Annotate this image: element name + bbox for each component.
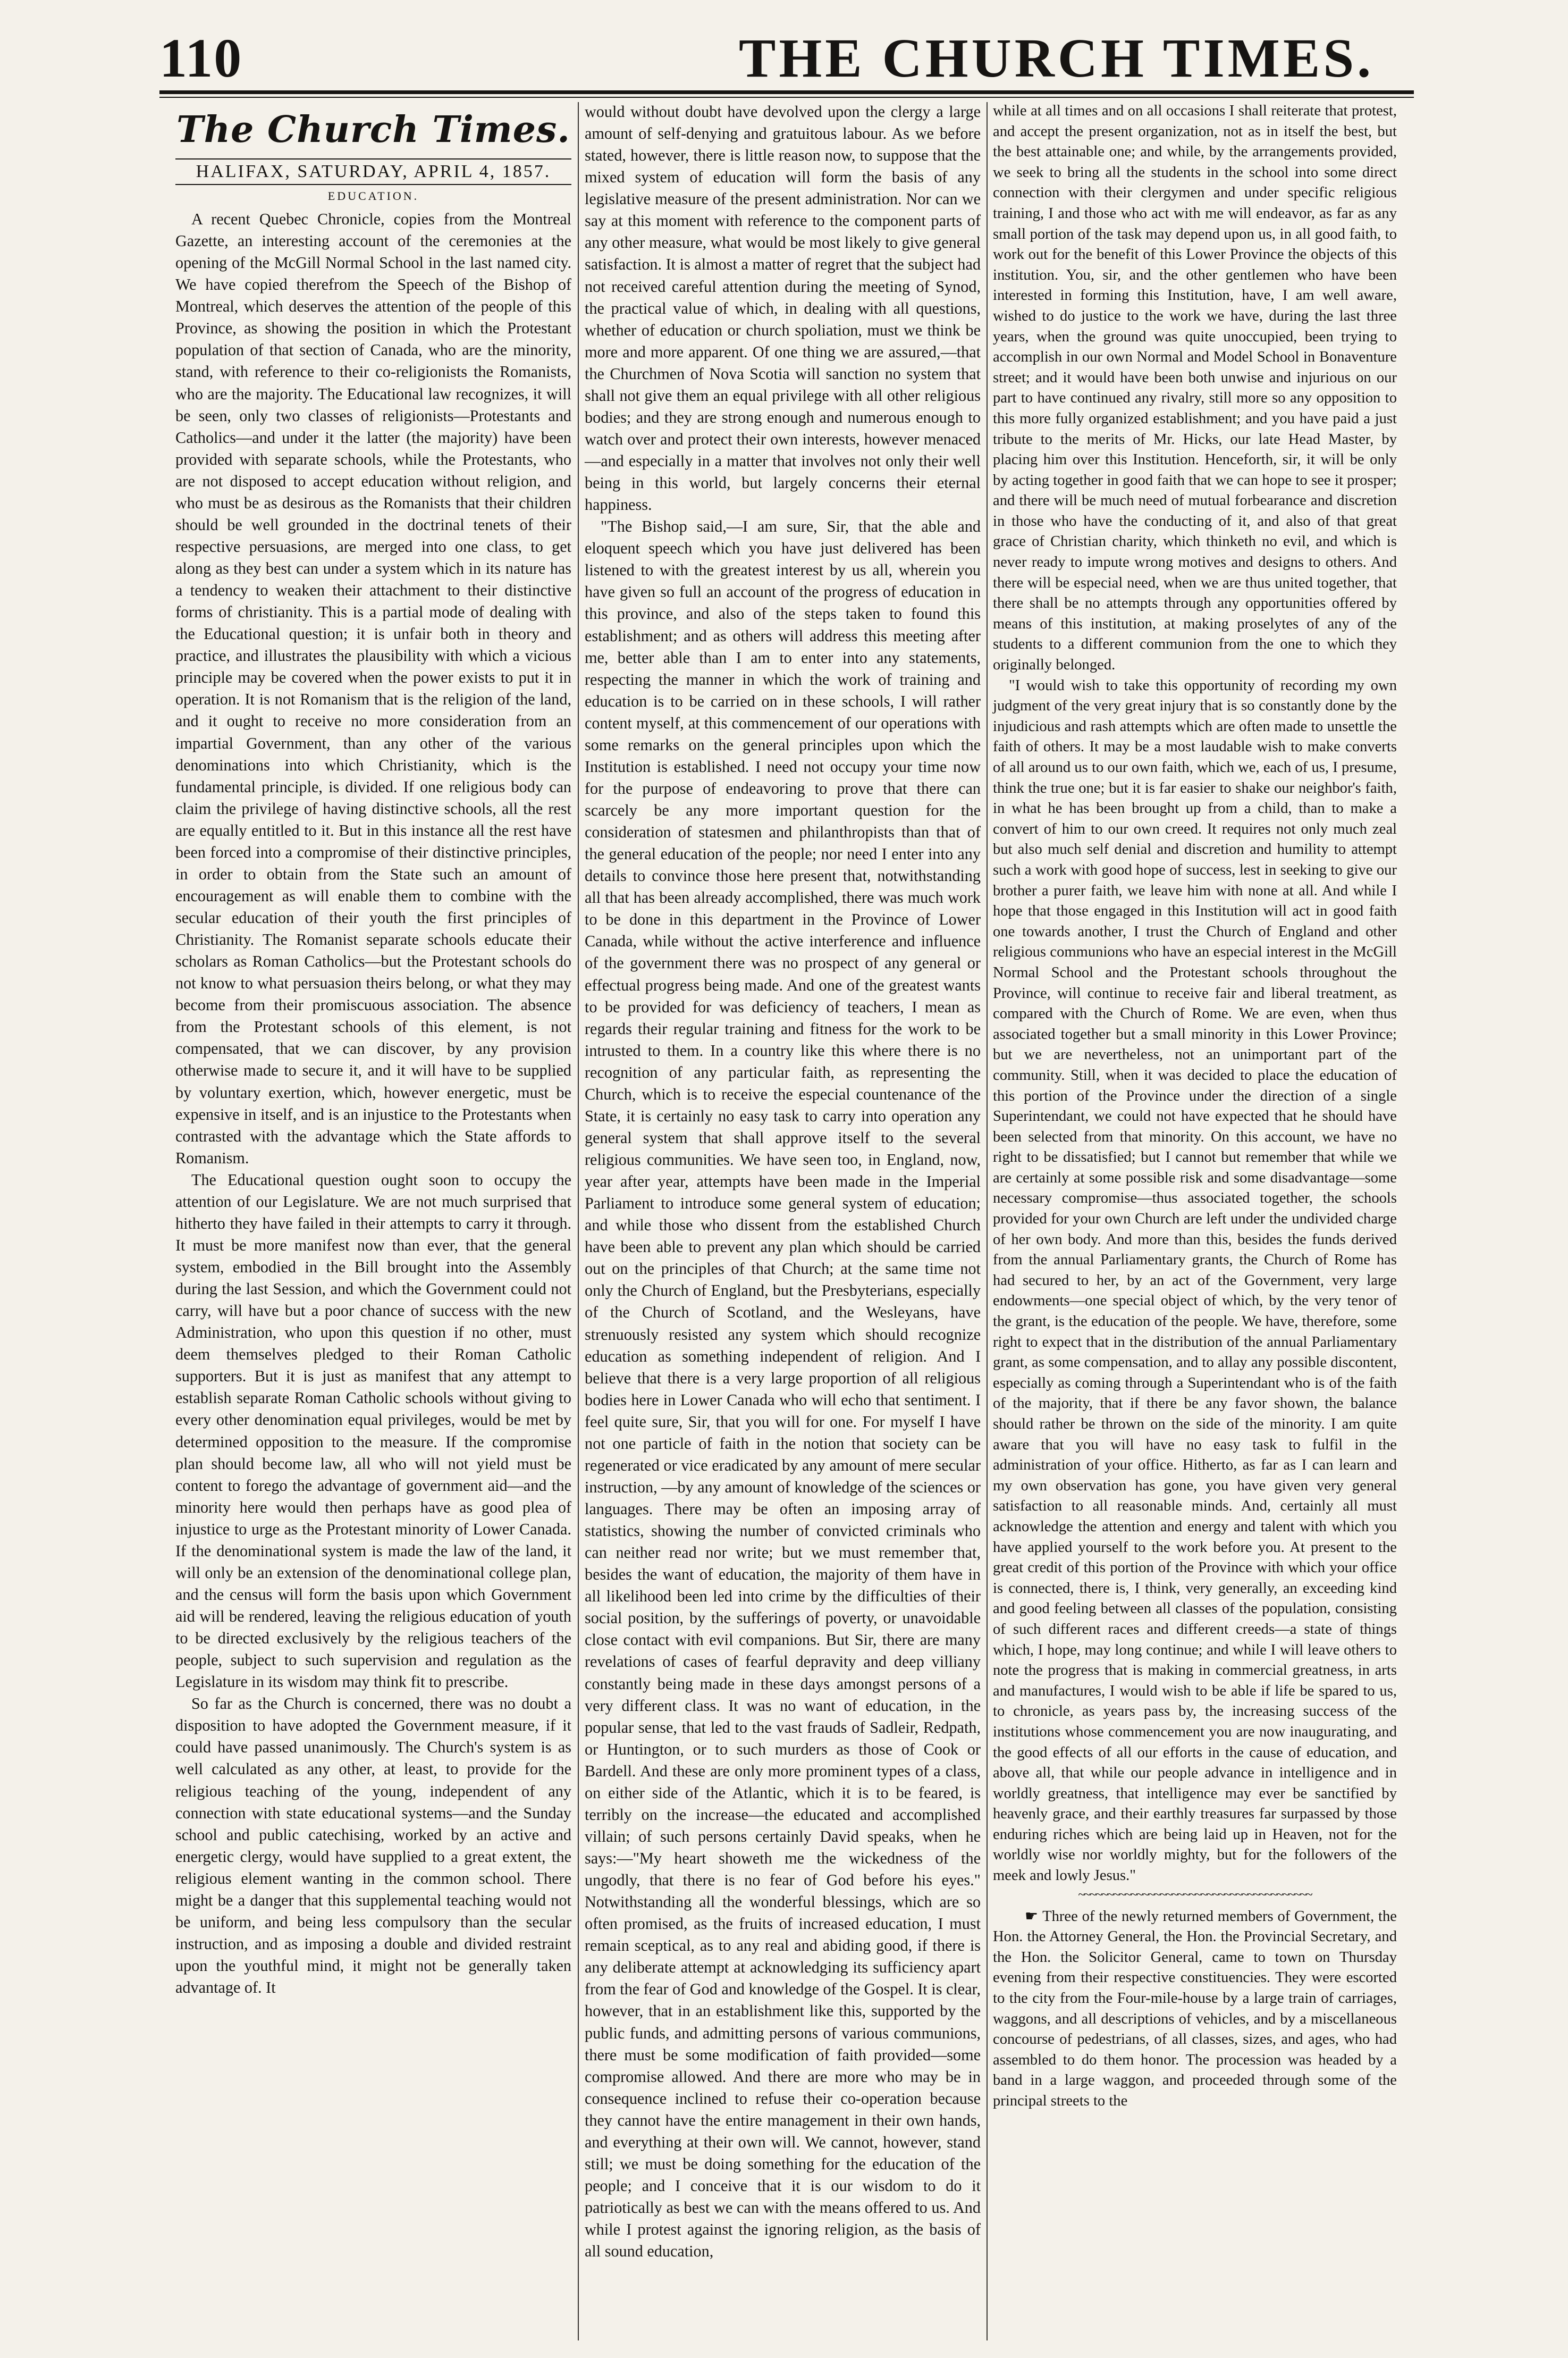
masthead: The Church Times.	[176, 108, 570, 151]
article-paragraph: A recent Quebec Chronicle, copies from the Montreal Gazette, an interesting account of the ceremonies at the opening of the McGill Normal School in the last named city. We have copied therefrom the Speech of the Bishop of Montreal, which deserves the attention of the people of this Province, as showing the position in which the Protestant population of that section of Canada, who are the minority, stand, with reference to their co-religionists the Romanists, who are the majority. The Educational law recognizes, it will be seen, only two classes of religionists—Protestants and Catholics—and under it the latter (the majority) have been provided with separate schools, while the Protestants, who are not disposed to accept education without religion, and who must be as desirous as the Romanists that their children should be well grounded in the doctrinal tenets of their respective persuasions, are merged into one class, to get along as they best can under a system which in its nature has a tendency to weaken their attachment to their distinctive forms of christianity. This is a partial mode of dealing with the Educational question; it is unfair both in theory and practice, and illustrates the plausibility with which a vicious principle may be covered when the power exists to put it in operation. It is not Romanism that is the religion of the land, and it ought to receive no more consideration from an impartial Government, than any other of the various denominations into which Christianity, which is the fundamental principle, is divided. If one religious body can claim the privilege of having distinctive schools, all the rest are equally entitled to it. But in this instance all the rest have been forced into a compromise of their distinctive principles, in order to obtain from the State such an amount of encouragement as will enable them to combine with the secular education of their youth the first principles of Christianity. The Romanist separate schools educate their scholars as Roman Catholics—but the Protestant schools do not know to what persuasion theirs belong, or what they may become from their promiscuous association. The absence from the Protestant schools of this element, is not compensated, that we can discover, by any provision otherwise made to secure it, and it will have to be supplied by voluntary exertion, which, however energetic, must be expensive in itself, and is an injustice to the Protestants when contrasted with the advantage which the State affords to Romanism.	[175, 210, 571, 1167]
header-rule-thick	[159, 90, 1414, 94]
article-paragraph: So far as the Church is concerned, there was no doubt a disposition to have adopted the Government measure, if it could have passed unanimously. The Church's system is as well calculated as any other, at least, to provide for the religious teaching of the young, independent of any connection with state educational systems—and the Sunday school and public catechising, worked by an active and energetic clergy, would have supplied to a great extent, the religious element wanting in the common school. There might be a danger that this supplemental teaching would not be uniform, and being less compulsory than the secular instruction, and as imposing a double and divided restraint upon the youthful mind, it might not be generally taken advantage of. It	[175, 1694, 571, 1997]
column-divider	[987, 102, 988, 2340]
article-paragraph: would without doubt have devolved upon the clergy a large amount of self-denying and gratuitous labour. As we before stated, however, there is little reason now, to suppose that the mixed system of education will form the basis of any legislative measure of the present administration. Nor can we say at this moment with reference to the component parts of any other measure, what would be most likely to give general satisfaction. It is almost a matter of regret that the subject had not received careful attention during the meeting of Synod, the practical value of which, in dealing with all questions, whether of education or church spoliation, must we think be more and more apparent. Of one thing we are assured,—that the Churchmen of Nova Scotia will sanction no system that shall not give them an equal privilege with all other religious bodies; and they are strong enough and numerous enough to watch over and protect their own interests, however menaced—and especially in a matter that involves not only their well being in this world, but largely concerns their eternal happiness.	[585, 103, 981, 514]
article-paragraph: The Educational question ought soon to occupy the attention of our Legislature. We are not much surprised that hitherto they have failed in their attempts to carry it through. It must be more manifest now than ever, that the general system, embodied in the Bill brought into the Assembly during the last Session, and which the Government could not carry, will have but a poor chance of success with the new Administration, who upon this question if no other, must deem themselves pledged to their Roman Catholic supporters. But it is just as manifest that any attempt to establish separate Roman Catholic schools without giving to every other denomination equal privileges, would be met by determined opposition to the measure. If the compromise plan should become law, all who will not yield must be content to forego the advantage of government aid—and the minority here would then perhaps have as good plea of injustice to urge as the Protestant minority of Lower Canada. If the denominational system is made the law of the land, it will only be an extension of the denominational college plan, and the census will form the basis upon which Government aid will be rendered, leaving the religious education of youth to be directed exclusively by the religious teachers of the people, subject to such supervision and regulation as the Legislature in its wisdom may think fit to prescribe.	[175, 1170, 571, 1691]
header-rule-thin	[159, 97, 1414, 98]
speech-paragraph: "I would wish to take this opportunity of recording my own judgment of the very great injury that is so constantly done by the injudicious and rash attempts which are often made to unsettle the faith of others. It may be a most laudable wish to make converts of all around us to our own faith, which we, each of us, I presume, think the true one; but it is far easier to shake our neighbor's faith, in what he has been brought up from a child, than to make a convert of him to our own creed. It requires not only much zeal but also much self denial and discretion and humility to attempt such a work with good hope of success, lest in seeking to give our brother a purer faith, we leave him with none at all. And while I hope that those engaged in this Institution will act in good faith one towards another, I trust the Church of England and other religious communions who have an especial interest in the McGill Normal School and the Protestant schools throughout the Province, will continue to receive fair and liberal treatment, as compared with the Church of Rome. We are even, when thus associated together but a small minority in this Lower Province; but we are nevertheless, not an unimportant part of the community. Still, when it was decided to place the education of this portion of the Province under the direction of a single Superintendant, we could not have expected that he should have been selected from that minority. On this account, we have no right to be dissatisfied; but I cannot but remember that while we are certainly at some possible risk and some disadvantage—some necessary compromise—thus associated together, the schools provided for your own Church are left under the undivided charge of her own body. And more than this, besides the funds derived from the annual Parliamentary grants, the Church of Rome has had secured to her, by an act of the Government, very large endowments—one special object of which, by the very tenor of the grant, is the education of the people. We have, therefore, some right to expect that in the distribution of the annual Parliamentary grant, as some compensation, and to allay any possible discontent, especially as coming through a Superintendant who is of the faith of the majority, that if there be any favor shown, the balance should rather be thrown on the side of the minority. I am quite aware that you will have no easy task to fulfil in the administration of your office. Hitherto, as far as I can learn and my own observation has gone, you have given very general satisfaction to all reasonable minds. And, certainly all must acknowledge the attention and energy and talent with which you have applied yourself to the work before you. At present to the great credit of this portion of the Province with which your office is connected, there is, I think, very generally, an exceeding kind and good feeling between all classes of the population, consisting of such different races and different creeds—a state of things which, I hope, may long continue; and while I will leave others to note the progress that is making in commercial greatness, in arts and manufactures, I would wish to be able if life be spared to us, to chronicle, as years pass by, the increasing success of the institutions whose commencement you are now inaugurating, and the good effects of all our efforts in the cause of education, and above all, that while our people advance in intelligence and in worldly greatness, that intelligence may ever be sanctified by heavenly grace, and their earthly treasures far surpassed by those enduring riches which are being laid up in Heaven, not for the worldly wise nor worldly mighty, but for the followers of the meek and lowly Jesus."	[993, 677, 1397, 1884]
column-1	[175, 101, 571, 2342]
dateline: HALIFAX, SATURDAY, APRIL 4, 1857.	[175, 158, 571, 185]
news-item-paragraph	[993, 1907, 1397, 2112]
news-item-text: Three of the newly returned members of Government, the Hon. the Attorney General, the Hon. the Provincial Secretary, and the Hon. the Solicitor General, came to town on Thursday evening from their respective constituencies. They were escorted to the city from the Four-mile-house by a large train of carriages, waggons, and all descriptions of vehicles, and by a miscellaneous concourse of pedestrians, of all classes, sizes, and ages, who had assembled to do them honor. The procession was headed by a band in a large waggon, and proceeded through some of the principal streets to the	[993, 1908, 1397, 2109]
speech-paragraph: "The Bishop said,—I am sure, Sir, that the able and eloquent speech which you have just delivered has been listened to with the greatest interest by us all, wherein you have given so full an account of the progress of education in this province, and also of the steps taken to found this establishment; and as others will address this meeting after me, better able than I am to enter into any statements, respecting the manner in which the work of training and education is to be carried on in these schools, I will rather content myself, at this commencement of our operations with some remarks on the general principles upon which the Institution is established. I need not occupy your time now for the purpose of endeavoring to prove that there can scarcely be any more important question for the consideration of statesmen and philanthropists than that of the general education of the people; nor need I enter into any details to convince those here present that, notwithstanding all that has been already accomplished, there was much work to be done in this department in the Province of Lower Canada, while without the active interference and influence of the government there was no prospect of any general or effectual progress being made. And one of the greatest wants to be provided for was deficiency of teachers, I mean as regards their regular training and fitness for the work to be intrusted to them. In a country like this where there is no recognition of any particular faith, as representing the Church, which is to receive the especial countenance of the State, it is certainly no easy task to carry into operation any general system that shall approve itself to the several religious communities. We have seen too, in England, now, year after year, attempts have been made in the Imperial Parliament to introduce some general system of education; and while those who dissent from the established Church have been able to prevent any plan which should be carried out on the principles of that Church; at the same time not only the Church of England, but the Presbyterians, especially of the Church of Scotland, and the Wesleyans, have strenuously resisted any system which should recognize education as something independent of religion. And I believe that there is a very large proportion of all religious bodies here in Lower Canada who will echo that sentiment. I feel quite sure, Sir, that you will for one. For myself I have not one particle of faith in the notion that society can be regenerated or vice eradicated by any amount of mere secular instruction, —by any amount of knowledge of the sciences or languages. There may be often an imposing array of statistics, showing the number of convicted criminals who can neither read nor write; but we must remember that, besides the want of education, the majority of them have in all likelihood been led into crime by the difficulties of their social position, by the sufferings of poverty, or unavoidable close contact with evil companions. But Sir, there are many revelations of cases of fearful depravity and deep villiany constantly being made in these days amongst persons of a very different class. It was no want of education, in the popular sense, that led to the vast frauds of Sadleir, Redpath, or Huntington, or to such murders as those of Cook or Bardell. And these are only more prominent types of a class, on either side of the Atlantic, which it is to be feared, is terribly on the increase—the educated and accomplished villain; of such persons certainly David speaks, when he says:—"My heart showeth me the wickedness of the ungodly, that there is no fear of God before his eyes." Notwithstanding all the wonderful blessings, which are so often promised, as the fruits of increased education, I must remain sceptical, as to any real and abiding good, if there is any deliberate attempt at acknowledging its sufficiency apart from the fear of God and knowledge of the Gospel. It is clear, however, that in an establishment like this, supported by the public funds, and admitting persons of various communions, there must be some modification of faith provided—some compromise allowed. And there are more who may be in consequence inclined to refuse their co-operation because they cannot have the entire management in their own hands, and everything at their own will. We cannot, however, stand still; we must be doing something for the education of the people; and I conceive that it is our wisdom to do it patriotically as best we can with the means offered to us. And while I protest against the ignoring religion, as the basis of all sound education,	[585, 517, 981, 2261]
speech-paragraph: while at all times and on all occasions I shall reiterate that protest, and accept the present organization, not as in itself the best, but the best attainable one; and while, by the arrangements provided, we seek to bring all the students in the school into some direct connection with their clergymen and under specific religious training, I and those who act with me will endeavor, as far as any small portion of the task may depend upon us, in all good faith, to work out for the benefit of this Lower Province the objects of this institution. You, sir, and the other gentlemen who have been interested in forming this Institution, have, I am well aware, wished to do justice to the work we have, during the last three years, when the ground was quite unoccupied, been trying to accomplish in our own Normal and Model School in Bonaventure street; and it would have been both unwise and injurious on our part to have continued any rivalry, still more so any opposition to this more fully organized establishment; and you have paid a just tribute to the merits of Mr. Hicks, our late Head Master, by placing him over this Institution. Henceforth, sir, it will be only by acting together in good faith that we can hope to see it prosper; and there will be much need of mutual forbearance and discretion in those who have the conducting of it, and also of that great grace of Christian charity, which thinketh no evil, and which is never ready to impute wrong motives and designs to others. And there will be especial need, when we are thus united together, that there shall be no attempts through any opportunities offered by means of this institution, at making proselytes of any of the students to a different communion from the one to which they originally belonged.	[993, 103, 1397, 674]
column-divider	[578, 102, 579, 2340]
column-3	[993, 101, 1397, 2342]
column-2	[585, 101, 981, 2342]
page-number: 110	[159, 28, 243, 89]
section-title: EDUCATION.	[327, 189, 419, 203]
running-head	[159, 21, 1414, 89]
running-title: THE CHURCH TIMES.	[739, 28, 1375, 89]
pointing-hand-icon: ☛	[1025, 1908, 1039, 1925]
ornamental-divider: ~~~~~~~~~~~~~~~~~~~~~~~~~~~~~~~~~~~~~~~~	[1078, 1887, 1312, 1902]
